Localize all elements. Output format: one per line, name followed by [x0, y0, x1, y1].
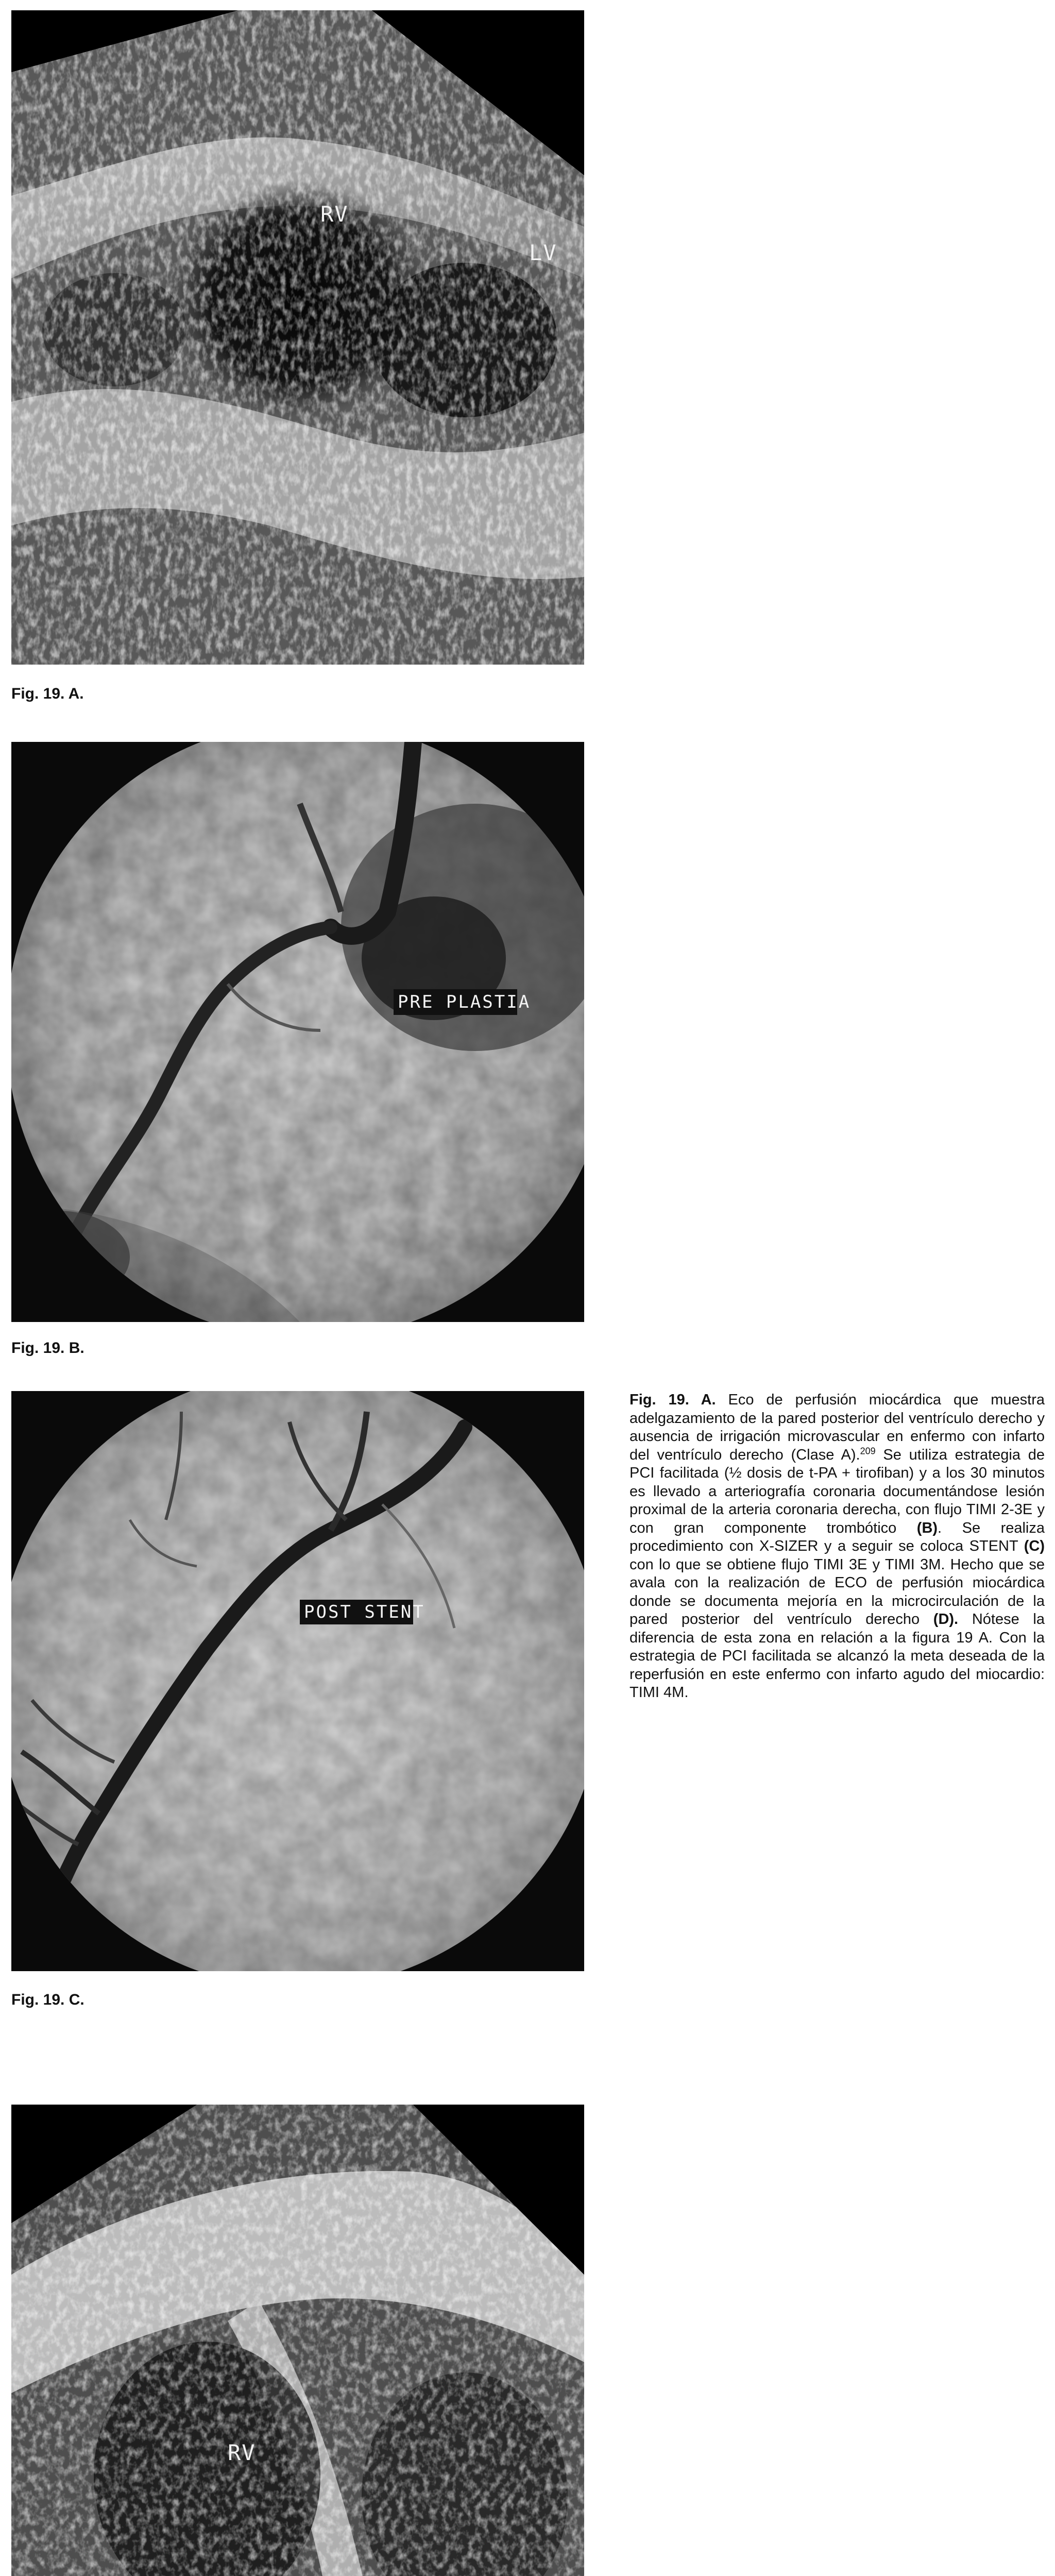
rv-label: RV [228, 2440, 256, 2465]
figure-19c-angiogram-image [11, 1391, 584, 1971]
post-stent-label: POST STENT [304, 1602, 425, 1622]
reference-number: 209 [860, 1445, 876, 1456]
figure-19b-angiogram-image [11, 742, 584, 1322]
description-text-1: Eco de perfusión miocárdica que muestra adelgazamiento de la pared posterior del ventrículo derecho y ausencia de irrigación microvascular en enfermo con infarto del ventrículo derecho (Clase A). [629, 1392, 1045, 1463]
description-text-4: con lo que se obtiene flujo TIMI 3E y TIMI 3M. Hecho que se avala con la realización de ECO de perfusión miocárdica donde se documenta mejoría en la microcirculación de la pared posterior del ventrículo derecho [629, 1556, 1045, 1628]
figure-description [629, 1391, 1045, 1702]
description-text-3: . Se realiza procedimiento con X-SIZER y a seguir se coloca STENT [629, 1519, 1045, 1554]
figure-19c-caption: Fig. 19. C. [11, 1991, 84, 2008]
description-lead: Fig. 19. A. [629, 1392, 716, 1408]
figure-19a-caption: Fig. 19. A. [11, 685, 84, 702]
panel-ref-b: (B) [916, 1519, 938, 1536]
description-text-5: Nótese la diferencia de esta zona en relación a la figura 19 A. Con la estrategia de PCI facilitada se alcanzó la meta deseada de la reperfusión en este enfermo con infarto agudo del miocardio: TIMI 4M. [629, 1611, 1045, 1701]
lv-label: LV [529, 240, 557, 265]
panel-ref-c: (C) [1024, 1538, 1045, 1554]
rv-label: RV [320, 201, 349, 227]
panel-ref-d: (D). [933, 1611, 959, 1628]
pre-plastia-label: PRE PLASTIA [398, 992, 531, 1012]
figure-19d-echo-image [11, 2105, 584, 2576]
figure-19b-caption: Fig. 19. B. [11, 1340, 84, 1357]
figure-19a-echo-image [11, 10, 584, 665]
description-text-2: Se utiliza estrategia de PCI facilitada (½ dosis de t-PA + tirofiban) y a los 30 minutos es llevado a arteriografía coronaria documentándose lesión proximal de la arteria coronaria derecha, con flujo TIMI 2-3E y con gran componente trombótico [629, 1446, 1045, 1536]
